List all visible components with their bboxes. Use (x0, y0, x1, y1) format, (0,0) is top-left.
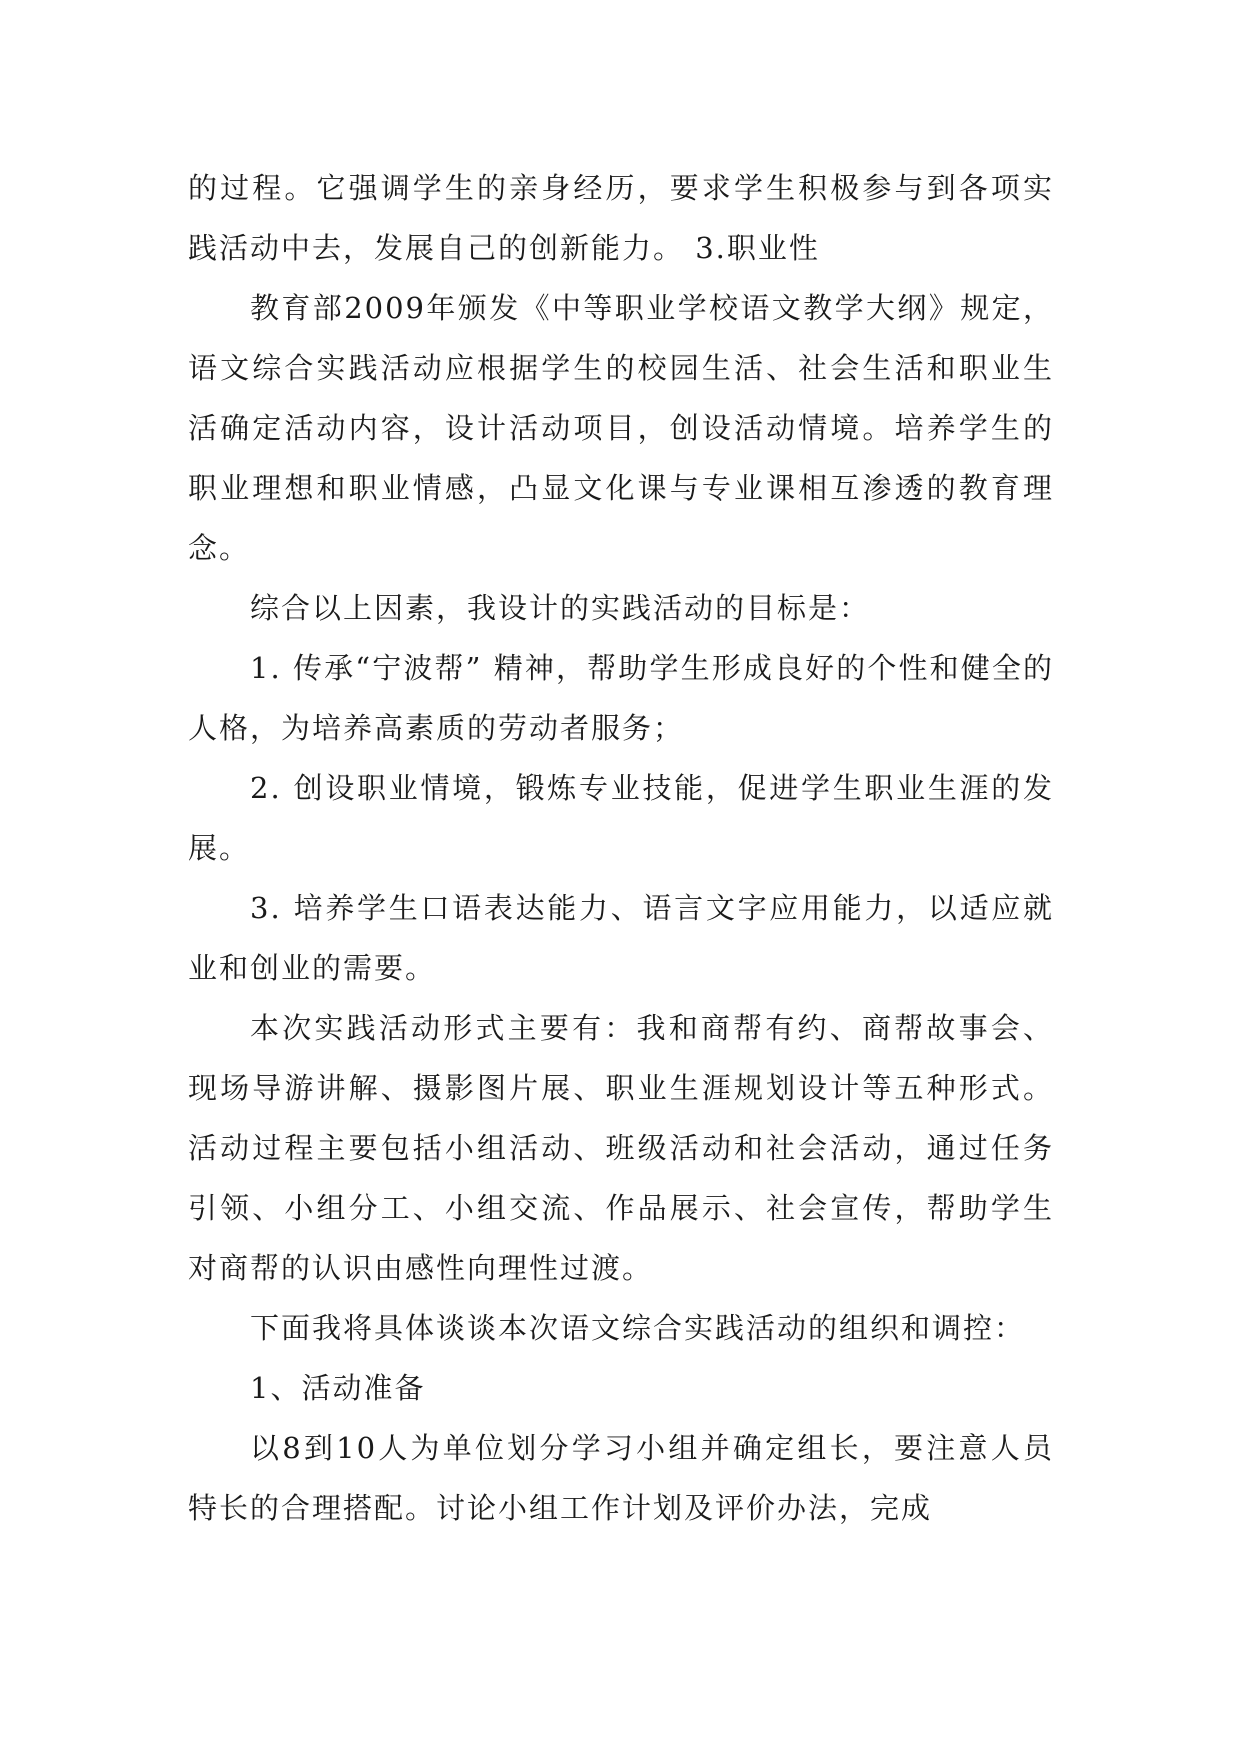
body-text (188, 158, 1054, 1538)
paragraph-goal-2: 2. 创设职业情境，锻炼专业技能，促进学生职业生涯的发展。 (188, 771, 1054, 865)
paragraph-syllabus: 教育部2009年颁发《中等职业学校语文教学大纲》规定，语文综合实践活动应根据学生的校园生活、社会生活和职业生活确定活动内容，设计活动项目，创设活动情境。培养学生的职业理想和职业情感，凸显文化课与专业课相互渗透的教育理念。 (188, 291, 1054, 565)
paragraph-preparation: 以8到10人为单位划分学习小组并确定组长，要注意人员特长的合理搭配。讨论小组工作计划及评价办法，完成 (188, 1431, 1054, 1525)
paragraph-continuation: 的过程。它强调学生的亲身经历，要求学生积极参与到各项实践活动中去，发展自己的创新能力。 3.职业性 (188, 171, 1054, 265)
paragraph-goal-1: 1. 传承“宁波帮” 精神，帮助学生形成良好的个性和健全的人格，为培养高素质的劳动者服务； (188, 651, 1054, 745)
paragraph-organization-intro: 下面我将具体谈谈本次语文综合实践活动的组织和调控： (250, 1311, 1026, 1345)
paragraph-activity-forms: 本次实践活动形式主要有：我和商帮有约、商帮故事会、现场导游讲解、摄影图片展、职业生涯规划设计等五种形式。活动过程主要包括小组活动、班级活动和社会活动，通过任务引领、小组分工、小组交流、作品展示、社会宣传，帮助学生对商帮的认识由感性向理性过渡。 (188, 1011, 1054, 1285)
section-heading-preparation: 1、活动准备 (250, 1371, 426, 1405)
paragraph-goal-3: 3. 培养学生口语表达能力、语言文字应用能力，以适应就业和创业的需要。 (188, 891, 1054, 985)
paragraph-goals-intro: 综合以上因素，我设计的实践活动的目标是： (250, 591, 871, 625)
